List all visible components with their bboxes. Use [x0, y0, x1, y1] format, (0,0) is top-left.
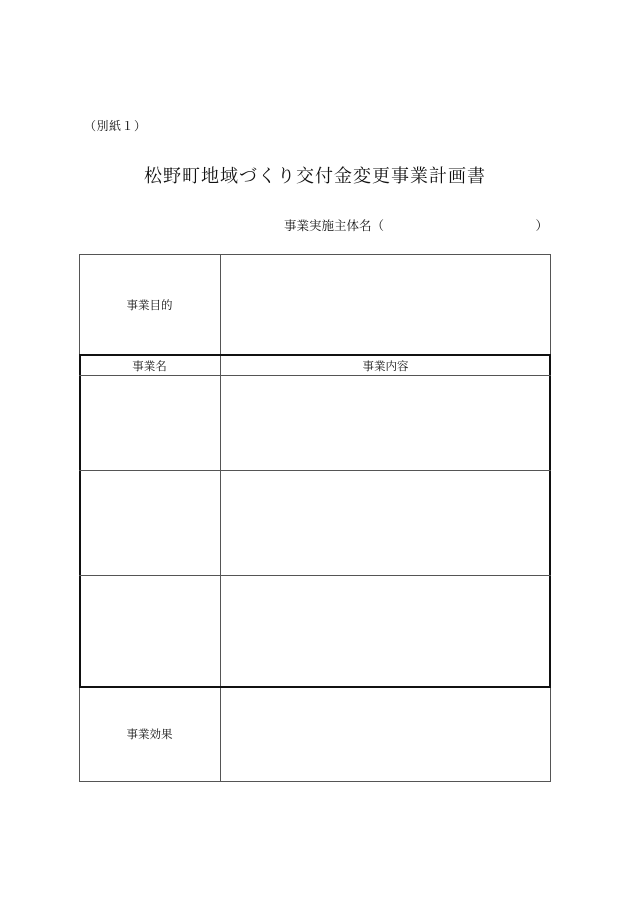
plan-table — [79, 254, 551, 782]
project-name-field-1[interactable] — [81, 376, 220, 470]
purpose-label: 事業目的 — [126, 298, 173, 312]
project-content-field-2[interactable] — [221, 471, 549, 575]
project-name-field-3[interactable] — [81, 576, 220, 686]
attachment-label: （別紙１） — [84, 119, 147, 133]
entity-close: ） — [535, 218, 548, 233]
header-project-name: 事業名 — [132, 359, 167, 373]
entity-label: 事業実施主体名（ — [284, 218, 385, 233]
effect-label: 事業効果 — [126, 727, 173, 741]
entity-input[interactable] — [382, 216, 532, 232]
effect-field[interactable] — [221, 688, 550, 781]
entity-line — [284, 216, 548, 234]
table-border-bottom — [79, 781, 551, 782]
project-content-field-3[interactable] — [221, 576, 549, 686]
project-content-field-1[interactable] — [221, 376, 549, 470]
header-project-content: 事業内容 — [362, 359, 409, 373]
purpose-field[interactable] — [221, 255, 550, 354]
section-border-right — [549, 354, 551, 688]
section-border-top — [79, 354, 551, 356]
project-name-field-2[interactable] — [81, 471, 220, 575]
document-title: 松野町地域づくり交付金変更事業計画書 — [144, 166, 486, 187]
